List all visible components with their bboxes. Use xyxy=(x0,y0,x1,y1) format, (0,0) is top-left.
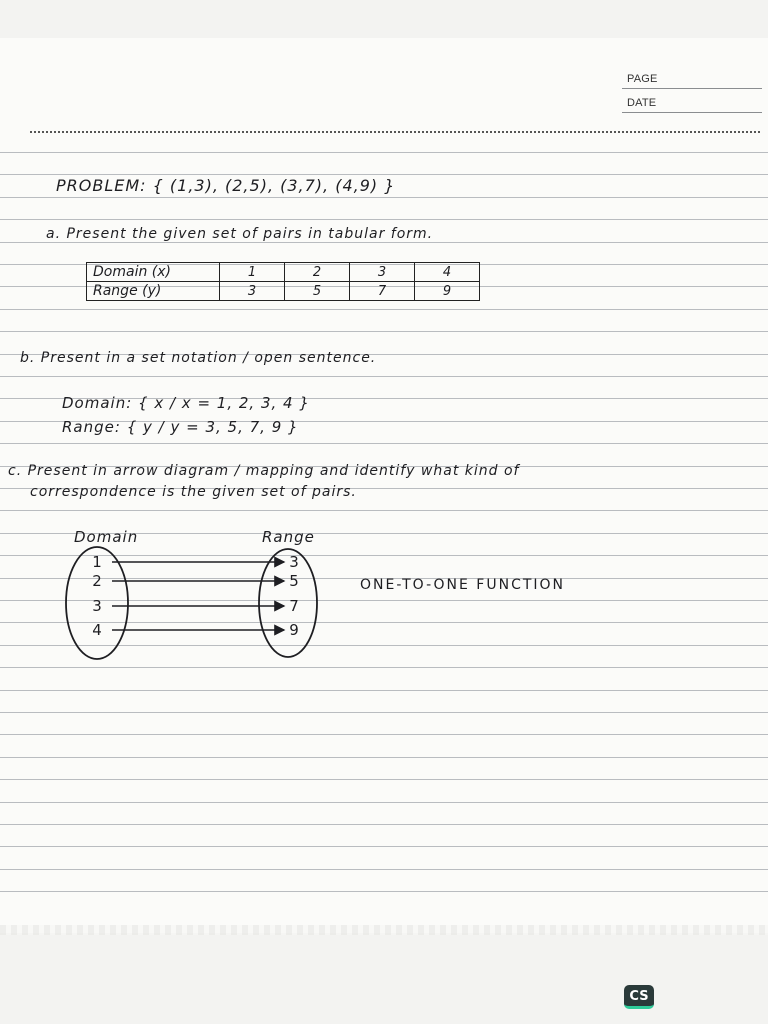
domain-value: 4 xyxy=(92,621,102,639)
domain-set-notation: Domain: { x / x = 1, 2, 3, 4 } xyxy=(62,394,310,412)
range-value: 3 xyxy=(289,553,299,571)
table-header-domain: Domain (x) xyxy=(87,263,220,282)
correspondence-answer: ONE-TO-ONE FUNCTION xyxy=(360,577,566,593)
part-a-instruction: a. Present the given set of pairs in tabular form. xyxy=(46,226,434,242)
domain-title: Domain xyxy=(74,528,139,546)
part-c-instruction-line1: c. Present in arrow diagram / mapping and identify what kind of xyxy=(8,463,520,479)
range-title: Range xyxy=(262,528,315,546)
table-cell: 5 xyxy=(285,282,350,301)
part-c-instruction-line2: correspondence is the given set of pairs. xyxy=(30,484,357,500)
table-cell: 3 xyxy=(220,282,285,301)
domain-value: 1 xyxy=(92,553,102,571)
part-b-instruction: b. Present in a set notation / open sentence. xyxy=(20,350,377,366)
range-value: 5 xyxy=(289,572,299,590)
table-cell: 9 xyxy=(415,282,480,301)
range-value: 9 xyxy=(289,621,299,639)
range-set-notation: Range: { y / y = 3, 5, 7, 9 } xyxy=(62,418,299,436)
date-label: DATE xyxy=(627,97,657,109)
domain-value: 2 xyxy=(92,572,102,590)
camscanner-logo: CS xyxy=(624,985,654,1009)
problem-statement: PROBLEM: { (1,3), (2,5), (3,7), (4,9) } xyxy=(56,176,396,195)
table-cell: 2 xyxy=(285,263,350,282)
table-header-range: Range (y) xyxy=(87,282,220,301)
table-cell: 4 xyxy=(415,263,480,282)
domain-value: 3 xyxy=(92,597,102,615)
range-value: 7 xyxy=(289,597,299,615)
page-label: PAGE xyxy=(627,73,658,85)
table-cell: 1 xyxy=(220,263,285,282)
table-cell: 3 xyxy=(350,263,415,282)
table-cell: 7 xyxy=(350,282,415,301)
